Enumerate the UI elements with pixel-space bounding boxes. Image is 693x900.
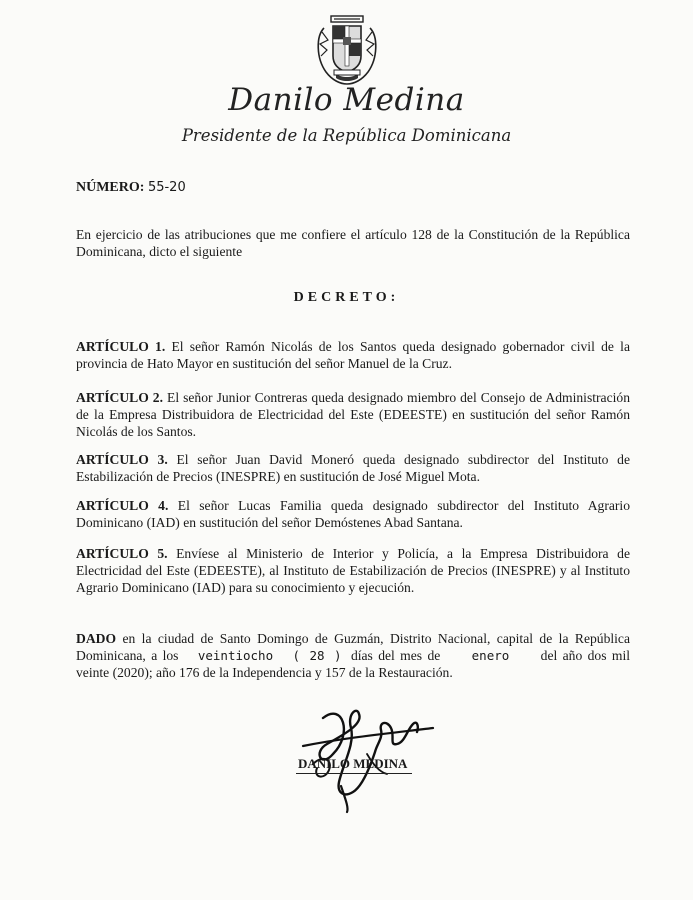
dado-day-number: ( 28 ) <box>292 648 342 663</box>
article-4 <box>76 497 630 531</box>
article-label: ARTÍCULO 4. <box>76 498 169 513</box>
article-5 <box>76 545 630 596</box>
intro-paragraph: En ejercicio de las atribuciones que me confiere el artículo 128 de la Constitución de la República Dominicana, dicto el siguiente <box>76 227 630 259</box>
article-text: El señor Ramón Nicolás de los Santos queda designado gobernador civil de la provincia de Hato Mayor en sustitución del señor Manuel de la Cruz. <box>76 339 630 371</box>
dado-label: DADO <box>76 631 117 646</box>
decree-heading: DECRETO: <box>293 290 400 305</box>
dado-text-2: días del mes de <box>350 648 441 663</box>
article-label: ARTÍCULO 1. <box>76 339 166 354</box>
president-name-heading: Danilo Medina <box>228 82 465 118</box>
decree-number <box>76 180 186 196</box>
dado-day-words: veintiocho <box>197 648 274 663</box>
article-text: Envíese al Ministerio de Interior y Policía, a la Empresa Distribuidora de Electricidad del Este (EDEESTE), al Instituto de Estabilización de Precios (INESPRE) y al Instituto Agrario Dominicano (IAD) para su conocimiento y ejecución. <box>76 546 630 595</box>
handwritten-signature-icon <box>283 694 443 814</box>
dado-paragraph <box>76 630 630 681</box>
article-text: El señor Juan David Moneró queda designado subdirector del Instituto de Estabilización de Precios (INESPRE) en sustitución de José Miguel Mota. <box>76 452 630 484</box>
signatory-name: DANILO MEDINA <box>298 756 408 771</box>
dado-text-1: en la ciudad de Santo Domingo de Guzmán, Distrito Nacional, capital de la República Dominicana, a los <box>76 631 630 663</box>
article-label: ARTÍCULO 2. <box>76 390 163 405</box>
coat-of-arms-icon <box>312 14 382 86</box>
article-3 <box>76 451 630 485</box>
president-title-heading: Presidente de la República Dominicana <box>181 126 512 145</box>
article-text: El señor Junior Contreras queda designado miembro del Consejo de Administración de la Empresa Distribuidora de Electricidad del Este (EDEESTE) en sustitución del señor Ramón Nicolás de los Santos. <box>76 390 630 439</box>
article-2 <box>76 389 630 440</box>
dado-month: enero <box>471 648 510 663</box>
article-1 <box>76 338 630 372</box>
article-label: ARTÍCULO 5. <box>76 546 168 561</box>
decree-number-label: NÚMERO: <box>76 180 145 195</box>
article-text: El señor Lucas Familia queda designado subdirector del Instituto Agrario Dominicano (IAD) en sustitución del señor Demóstenes Abad Santana. <box>76 498 630 530</box>
dado-text-3: del año dos mil veinte (2020); año 176 de la Independencia y 157 de la Restauración. <box>76 648 631 680</box>
article-label: ARTÍCULO 3. <box>76 452 168 467</box>
signature-underline <box>296 773 412 774</box>
decree-number-value: 55-20 <box>147 180 186 195</box>
